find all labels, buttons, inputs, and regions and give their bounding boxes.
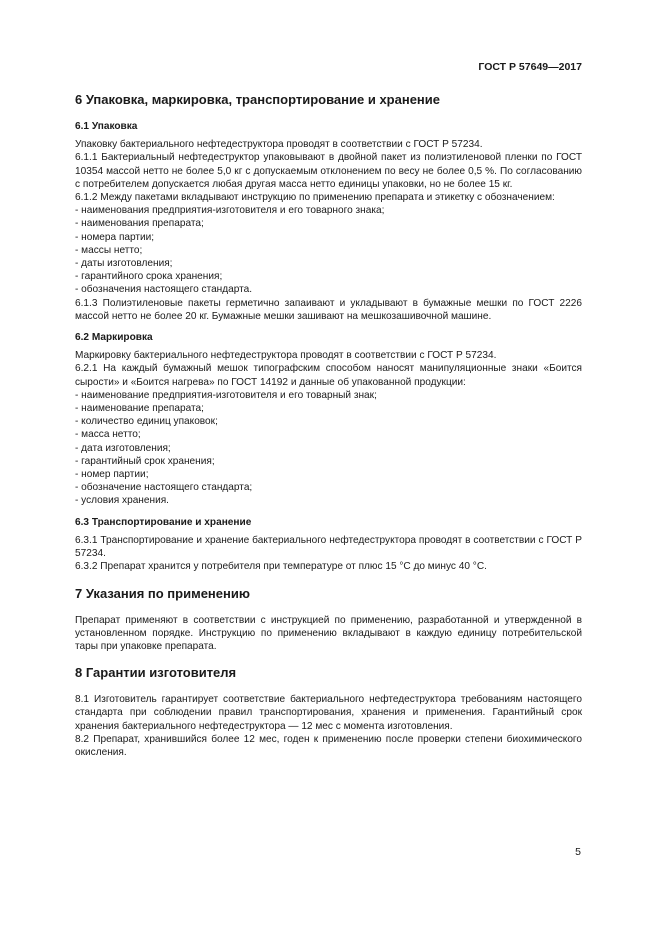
page-number: 5 <box>575 846 581 858</box>
paragraph: 8.2 Препарат, хранившийся более 12 мес, годен к применению после проверки степени биохимического окисления. <box>75 733 582 758</box>
paragraph: 8.1 Изготовитель гарантирует соответствие бактериального нефтедеструктора требованиям настоящего стандарта при соблюдении правил транспортирования, хранения и применения. Гарантийный срок хранения бактериального нефтедеструктора — 12 мес с момента изготовления. <box>75 694 582 732</box>
list-item: - условия хранения. <box>75 495 169 507</box>
paragraph: 6.1.1 Бактериальный нефтедеструктор упаковывают в двойной пакет из полиэтиленовой пленки по ГОСТ 10354 массой нетто не более 5,0 кг с допускаемым отклонением по весу не более 0,5 %. По согласованию с потребителем допускается любая другая масса нетто единицы упаковки, но не более 15 кг. <box>75 152 582 190</box>
document-body <box>75 92 582 771</box>
list-item: - массы нетто; <box>75 244 143 256</box>
list-item: - номер партии; <box>75 469 149 481</box>
list-item: - обозначение настоящего стандарта; <box>75 482 253 494</box>
paragraph: 6.1.3 Полиэтиленовые пакеты герметично запаивают и укладывают в бумажные мешки по ГОСТ 2226 массой нетто не более 20 кг. Бумажные мешки зашивают на мешкозашивочной машине. <box>75 297 582 322</box>
paragraph: 6.2.1 На каждый бумажный мешок типографским способом наносят манипуляционные знаки «Боится сырости» и «Боится нагрева» по ГОСТ 14192 и данные об упакованной продукции: <box>75 363 582 388</box>
list-item: - даты изготовления; <box>75 258 173 270</box>
list-item: - дата изготовления; <box>75 442 171 454</box>
section-title: 7 Указания по применению <box>75 585 250 601</box>
list-item: - гарантийного срока хранения; <box>75 271 223 283</box>
paragraph: 6.1.2 Между пакетами вкладывают инструкцию по применению препарата и этикетку с обозначением: <box>75 192 555 204</box>
paragraph: Маркировку бактериального нефтедеструктора проводят в соответствии с ГОСТ Р 57234. <box>75 350 497 362</box>
section-title: 8 Гарантии изготовителя <box>75 665 237 681</box>
paragraph: Упаковку бактериального нефтедеструктора проводят в соответствии с ГОСТ Р 57234. <box>75 139 483 151</box>
subsection-title: 6.3 Транспортирование и хранение <box>75 516 252 528</box>
subsection <box>75 331 582 508</box>
list-item: - наименование препарата; <box>75 403 204 415</box>
section-6 <box>75 92 582 574</box>
section-title: 6 Упаковка, маркировка, транспортирование и хранение <box>75 92 441 107</box>
subsection <box>75 516 582 574</box>
section-7 <box>75 586 582 654</box>
list-item: - количество единиц упаковок; <box>75 416 218 428</box>
list-item: - гарантийный срок хранения; <box>75 455 215 467</box>
list-item: - номера партии; <box>75 231 155 243</box>
subsection-title: 6.2 Маркировка <box>75 332 153 344</box>
list-item: - наименование предприятия-изготовителя и его товарный знак; <box>75 389 377 401</box>
document-header: ГОСТ Р 57649—2017 <box>478 61 582 73</box>
list-item: - масса нетто; <box>75 429 141 441</box>
section-8 <box>75 665 582 759</box>
list-item: - наименования предприятия-изготовителя и его товарного знака; <box>75 205 385 217</box>
paragraph: 6.3.1 Транспортирование и хранение бактериального нефтедеструктора проводят в соответствии с ГОСТ Р 57234. <box>75 534 582 560</box>
subsection <box>75 120 582 323</box>
list-item: - наименования препарата; <box>75 218 204 230</box>
list-item: - обозначения настоящего стандарта. <box>75 284 253 296</box>
paragraph: Препарат применяют в соответствии с инструкцией по применению, разработанной и утвержденной в установленном порядке. Инструкцию по применению вкладывают в каждую единицу потребительской тары при упаковке препарата. <box>75 614 582 652</box>
paragraph: 6.3.2 Препарат хранится у потребителя при температуре от плюс 15 °С до минус 40 °С. <box>75 561 487 573</box>
subsection-title: 6.1 Упаковка <box>75 121 138 132</box>
